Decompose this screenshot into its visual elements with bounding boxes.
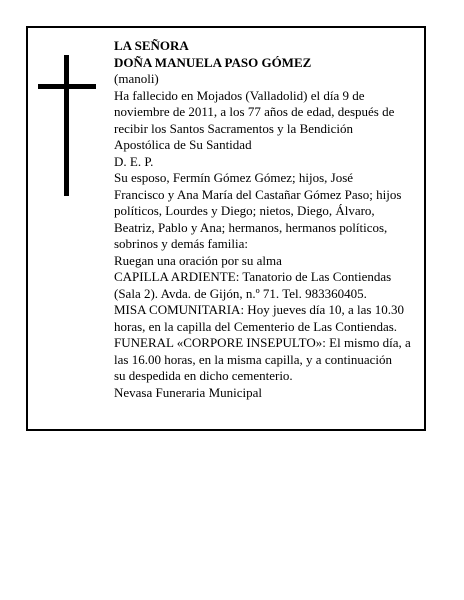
funeral-line: las 16.00 horas, en la misma capilla, y a continuación (114, 351, 392, 367)
family-line: Su esposo, Fermín Gómez Gómez; hijos, José (114, 170, 354, 185)
announcement-line: recibir los Santos Sacramentos y la Bendición (114, 120, 354, 136)
announcement-line: Ha fallecido en Mojados (Valladolid) el día 9 de (114, 87, 365, 103)
family-line: sobrinos y demás familia: (114, 236, 248, 251)
mass-line: MISA COMUNITARIA: Hoy jueves día 10, a las 10.30 (114, 302, 404, 317)
cross-icon (64, 55, 69, 196)
mass-line: horas, en la capilla del Cementerio de Las Contiendas. (114, 318, 398, 334)
funeral-line: su despedida en dicho cementerio. (114, 368, 293, 383)
family-line: Beatriz, Pablo y Ana; hermanos, hermanos políticos, (114, 219, 388, 235)
funeral-line: FUNERAL «CORPORE INSEPULTO»: El mismo día, a (114, 335, 411, 350)
family-line: Francisco y Ana María del Castañar Gómez Paso; hijos (114, 186, 402, 202)
nickname: (manoli) (114, 71, 159, 86)
cross-icon-crossbar (38, 84, 96, 89)
prayer-request: Ruegan una oración por su alma (114, 252, 282, 268)
announcement-line: noviembre de 2011, a los 77 años de edad, después de (114, 104, 395, 119)
heading: LA SEÑORA (114, 38, 189, 53)
funeral-home: Nevasa Funeraria Municipal (114, 384, 263, 400)
announcement-line: Apostólica de Su Santidad (114, 137, 252, 152)
deceased-name: DOÑA MANUELA PASO GÓMEZ (114, 54, 312, 70)
chapel-line: CAPILLA ARDIENTE: Tanatorio de Las Contiendas (114, 269, 392, 284)
chapel-line: (Sala 2). Avda. de Gijón, n.º 71. Tel. 983360405. (114, 285, 367, 301)
rip-label: D. E. P. (114, 153, 154, 169)
family-line: políticos, Lourdes y Diego; nietos, Diego, Álvaro, (114, 203, 375, 218)
obituary-text (114, 38, 434, 401)
